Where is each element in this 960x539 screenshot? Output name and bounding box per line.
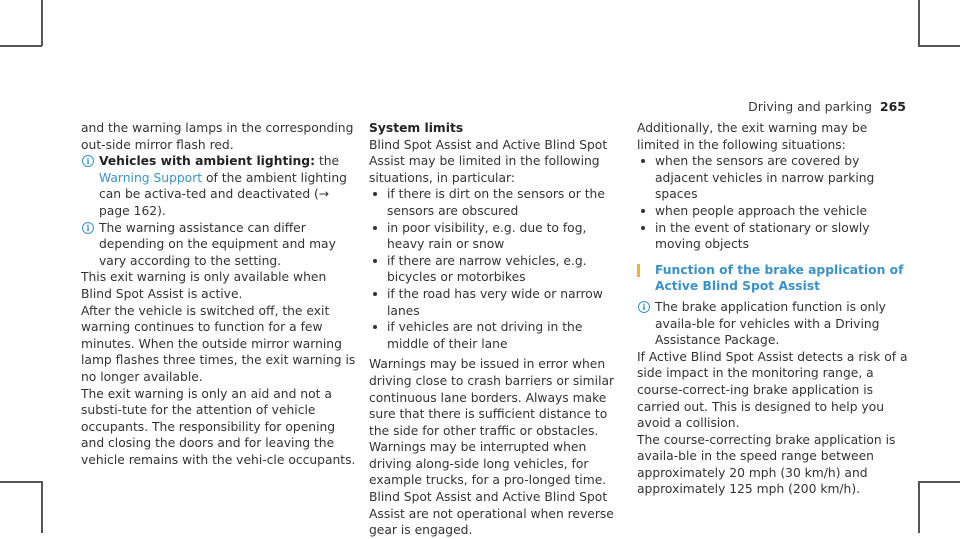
crop-mark xyxy=(41,481,43,533)
arrow-right-icon: → xyxy=(318,187,330,202)
section-marker xyxy=(637,264,640,277)
section-heading: System limits xyxy=(369,121,464,135)
list-item: if vehicles are not driving in the middle of their lane xyxy=(369,319,624,352)
list-item: if the road has very wide or narrow lanes xyxy=(369,286,624,319)
column-right xyxy=(637,120,912,498)
paragraph: Blind Spot Assist and Active Blind Spot Assist may be limited in the following situations, in particular: xyxy=(369,137,608,185)
header-title: Driving and parking xyxy=(748,99,872,114)
running-header xyxy=(748,99,906,114)
list-item: in the event of stationary or slowly moving objects xyxy=(637,220,912,253)
list-item: in poor visibility, e.g. due to fog, heavy rain or snow xyxy=(369,220,624,253)
info-note: i The warning assistance can differ depending on the equipment and may vary according to the setting. xyxy=(81,220,356,270)
section-heading: Function of the brake application of Active Blind Spot Assist xyxy=(637,262,912,295)
list-item: if there is dirt on the sensors or the sensors are obscured xyxy=(369,186,624,219)
info-icon: i xyxy=(638,301,650,313)
column-left xyxy=(81,120,356,468)
bullet-list xyxy=(637,153,912,253)
info-note: i The brake application function is only availa-ble for vehicles with a Driving Assistance Package. xyxy=(637,299,912,349)
crop-mark xyxy=(41,0,43,46)
paragraph: Warnings may be issued in error when driving close to crash barriers or similar continuous lane borders. Always make sure that there is sufficient distance to the side for other traffic or obstacles. xyxy=(369,357,615,438)
list-item: if there are narrow vehicles, e.g. bicycles or motorbikes xyxy=(369,253,624,286)
paragraph: This exit warning is only available when Blind Spot Assist is active. xyxy=(81,270,327,301)
info-note: i Vehicles with ambient lighting: the Warning Support of the ambient lighting can be activa-ted and deactivated (→ page 162). xyxy=(81,153,356,219)
paragraph: The exit warning is only an aid and not a substi-tute for the attention of vehicle occupants. The responsibility for opening and closing the doors and for leaving the vehicle remains with the vehi-cle occupants. xyxy=(81,386,356,467)
crop-mark xyxy=(0,45,42,47)
paragraph: Blind Spot Assist and Active Blind Spot Assist are not operational when reverse gear is engaged. xyxy=(369,490,614,538)
paragraph: The course-correcting brake application is availa-ble in the speed range between approximately 20 mph (30 km/h) and approximately 125 mph (200 km/h). xyxy=(637,432,896,497)
list-item: when people approach the vehicle xyxy=(637,203,912,220)
info-icon: i xyxy=(82,222,94,234)
info-icon: i xyxy=(82,155,94,167)
paragraph: Warnings may be interrupted when driving along-side long vehicles, for example trucks, for a pro-longed time. xyxy=(369,440,607,488)
crop-mark xyxy=(918,481,960,483)
crop-mark xyxy=(0,481,42,483)
note-bold-label: Vehicles with ambient lighting: xyxy=(99,154,316,169)
crop-mark xyxy=(918,0,920,46)
bullet-list xyxy=(369,186,624,352)
page-ref-link[interactable]: page 162). xyxy=(99,203,166,218)
paragraph: Additionally, the exit warning may be limited in the following situations: xyxy=(637,121,868,152)
warning-support-link[interactable]: Warning Support xyxy=(99,170,203,185)
crop-mark xyxy=(918,45,960,47)
column-middle xyxy=(369,120,624,539)
paragraph: If Active Blind Spot Assist detects a risk of a side impact in the monitoring range, a course-correct-ing brake application is carried out. This is designed to help you avoid a collision. xyxy=(637,349,908,431)
paragraph: After the vehicle is switched off, the exit warning continues to function for a few minutes. When the outside mirror warning lamp flashes three times, the exit warning is no longer available. xyxy=(81,303,356,384)
paragraph: and the warning lamps in the corresponding out-side mirror flash red. xyxy=(81,121,354,152)
page-number: 265 xyxy=(879,99,906,114)
crop-mark xyxy=(918,481,920,533)
list-item: when the sensors are covered by adjacent vehicles in narrow parking spaces xyxy=(637,153,912,203)
